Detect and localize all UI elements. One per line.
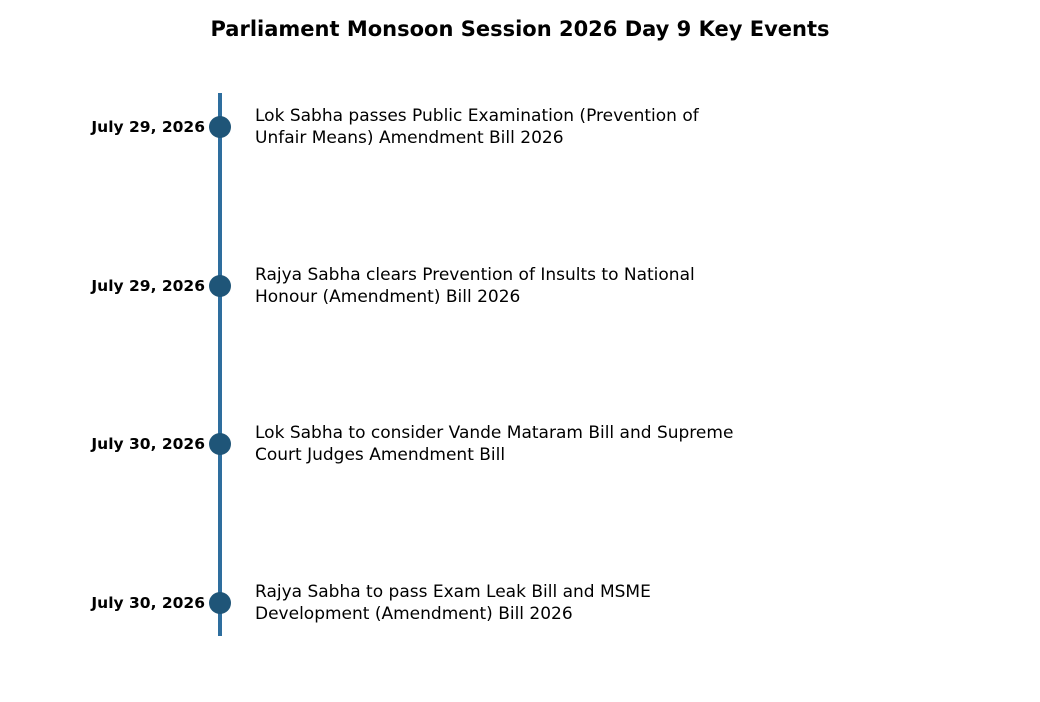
event-description-line: Honour (Amendment) Bill 2026 bbox=[255, 287, 521, 307]
event-marker bbox=[209, 433, 231, 455]
event-description-line: Rajya Sabha clears Prevention of Insults to National bbox=[255, 265, 695, 285]
event-description bbox=[255, 105, 815, 149]
event-description bbox=[255, 422, 815, 466]
event-date: July 29, 2026 bbox=[91, 277, 205, 295]
event-date: July 30, 2026 bbox=[91, 594, 205, 612]
event-date: July 29, 2026 bbox=[91, 118, 205, 136]
timeline-event bbox=[0, 256, 1040, 316]
event-date: July 30, 2026 bbox=[91, 435, 205, 453]
timeline-event bbox=[0, 414, 1040, 474]
timeline-event bbox=[0, 573, 1040, 633]
event-description-line: Court Judges Amendment Bill bbox=[255, 445, 506, 465]
event-description-line: Rajya Sabha to pass Exam Leak Bill and MSME bbox=[255, 582, 651, 602]
event-description-line: Unfair Means) Amendment Bill 2026 bbox=[255, 128, 564, 148]
timeline-line bbox=[218, 93, 222, 636]
event-description-line: Lok Sabha passes Public Examination (Prevention of bbox=[255, 106, 699, 126]
event-description-line: Lok Sabha to consider Vande Mataram Bill and Supreme bbox=[255, 423, 734, 443]
event-marker bbox=[209, 592, 231, 614]
event-description-line: Development (Amendment) Bill 2026 bbox=[255, 604, 573, 624]
event-marker bbox=[209, 116, 231, 138]
timeline-event bbox=[0, 97, 1040, 157]
page-title: Parliament Monsoon Session 2026 Day 9 Key Events bbox=[210, 17, 830, 41]
event-marker bbox=[209, 275, 231, 297]
event-description bbox=[255, 581, 815, 625]
event-description bbox=[255, 264, 815, 308]
